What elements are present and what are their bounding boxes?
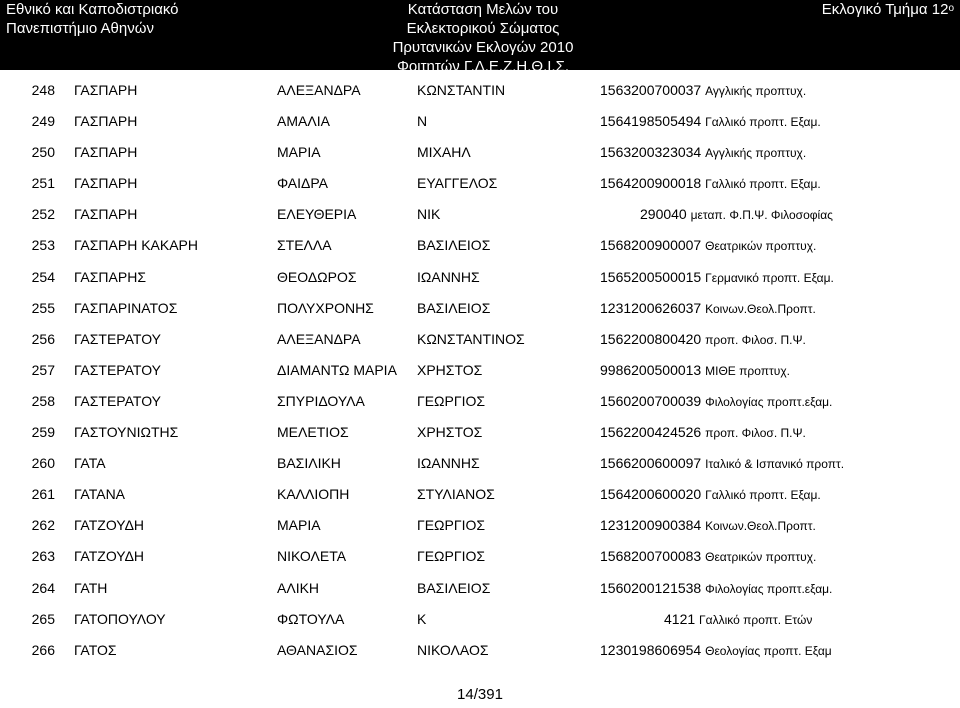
member-firstname: ΑΛΕΞΑΝΔΡΑ bbox=[277, 82, 361, 98]
member-department: Αγγλικής προπτυχ. bbox=[705, 146, 807, 161]
member-num: 250 bbox=[31, 144, 55, 161]
member-firstname: ΒΑΣΙΛΙΚΗ bbox=[277, 455, 341, 472]
member-record bbox=[600, 360, 790, 381]
member-record bbox=[600, 142, 806, 163]
member-registration-number: 1562200424526 bbox=[600, 424, 702, 441]
member-father: ΜΙΧΑΗΛ bbox=[417, 144, 471, 161]
member-department: Γαλλικό προπτ. Εξαμ. bbox=[705, 488, 821, 503]
member-surname: ΓΑΤΟΠΟΥΛΟΥ bbox=[74, 610, 166, 627]
member-record bbox=[600, 298, 816, 319]
member-record bbox=[640, 204, 833, 225]
member-firstname: ΕΛΕΥΘΕΡΙΑ bbox=[277, 206, 357, 223]
member-surname: ΓΑΣΠΑΡΗ bbox=[74, 175, 138, 192]
list-item bbox=[0, 578, 960, 609]
member-registration-number: 1564200600020 bbox=[600, 486, 702, 503]
member-firstname: ΜΕΛΕΤΙΟΣ bbox=[277, 424, 349, 441]
member-num: 248 bbox=[31, 82, 55, 98]
member-firstname: ΑΜΑΛΙΑ bbox=[277, 113, 330, 130]
member-num: 261 bbox=[31, 486, 55, 503]
member-father: ΙΩΑΝΝΗΣ bbox=[417, 268, 480, 285]
member-num: 257 bbox=[31, 361, 55, 378]
member-firstname: ΚΑΛΛΙΟΠΗ bbox=[277, 486, 350, 503]
member-num: 253 bbox=[31, 237, 55, 254]
member-father: ΝΙΚΟΛΑΟΣ bbox=[417, 641, 489, 658]
member-firstname: ΣΠΥΡΙΔΟΥΛΑ bbox=[277, 392, 365, 409]
member-father: ΒΑΣΙΛΕΙΟΣ bbox=[417, 237, 491, 254]
member-registration-number: 1568200900007 bbox=[600, 237, 702, 254]
member-registration-number: 1230198606954 bbox=[600, 641, 702, 658]
member-registration-number: 1564200900018 bbox=[600, 175, 702, 192]
member-surname: ΓΑΣΤΕΡΑΤΟΥ bbox=[74, 330, 161, 347]
list-item bbox=[0, 111, 960, 142]
member-surname: ΓΑΤΑΝΑ bbox=[74, 486, 126, 503]
list-item bbox=[0, 329, 960, 360]
list-item bbox=[0, 515, 960, 546]
member-num: 252 bbox=[31, 206, 55, 223]
member-record bbox=[600, 329, 806, 350]
list-item bbox=[0, 609, 960, 640]
page-header bbox=[0, 0, 960, 75]
member-registration-number: 1564198505494 bbox=[600, 113, 702, 130]
member-department: Γερμανικό προπτ. Εξαμ. bbox=[705, 270, 834, 285]
member-firstname: ΑΛΕΞΑΝΔΡΑ bbox=[277, 330, 361, 347]
member-registration-number: 1231200900384 bbox=[600, 517, 702, 534]
list-item bbox=[0, 298, 960, 329]
list-item bbox=[0, 640, 960, 671]
member-record bbox=[600, 391, 832, 412]
member-record bbox=[600, 515, 816, 536]
member-num: 258 bbox=[31, 392, 55, 409]
member-department: Ιταλικό & Ισπανικό προπτ. bbox=[705, 457, 845, 472]
member-firstname: ΘΕΟΔΩΡΟΣ bbox=[277, 268, 357, 285]
member-num: 256 bbox=[31, 330, 55, 347]
member-father: ΓΕΩΡΓΙΟΣ bbox=[417, 392, 485, 409]
list-item bbox=[0, 80, 960, 111]
member-num: 263 bbox=[31, 548, 55, 565]
member-num: 255 bbox=[31, 299, 55, 316]
list-item bbox=[0, 142, 960, 173]
member-record bbox=[600, 111, 821, 132]
member-father: Ν bbox=[417, 113, 428, 130]
member-surname: ΓΑΣΠΑΡΗ bbox=[74, 144, 138, 161]
member-firstname: ΑΘΑΝΑΣΙΟΣ bbox=[277, 641, 358, 658]
university-name bbox=[6, 0, 179, 38]
title-line: Πρυτανικών Εκλογών 2010 bbox=[392, 39, 574, 56]
member-firstname: ΑΛΙΚΗ bbox=[277, 579, 320, 596]
member-record bbox=[600, 80, 806, 101]
title-line: Κατάσταση Μελών του bbox=[407, 1, 559, 18]
member-num: 260 bbox=[31, 455, 55, 472]
member-registration-number: 1560200121538 bbox=[600, 579, 702, 596]
member-firstname: ΜΑΡΙΑ bbox=[277, 144, 321, 161]
member-department: Γαλλικό προπτ. Εξαμ. bbox=[705, 115, 821, 130]
member-surname: ΓΑΣΠΑΡΗΣ bbox=[74, 268, 146, 285]
member-surname: ΓΑΤΖΟΥΔΗ bbox=[74, 548, 145, 565]
member-firstname: ΔΙΑΜΑΝΤΩ ΜΑΡΙΑ bbox=[277, 361, 397, 378]
member-father: ΣΤΥΛΙΑΝΟΣ bbox=[417, 486, 495, 503]
member-father: ΒΑΣΙΛΕΙΟΣ bbox=[417, 579, 491, 596]
member-surname: ΓΑΣΠΑΡΗ bbox=[74, 113, 138, 130]
member-registration-number: 1563200323034 bbox=[600, 144, 702, 161]
list-item bbox=[0, 391, 960, 422]
list-item bbox=[0, 422, 960, 453]
member-registration-number: 1562200800420 bbox=[600, 330, 702, 347]
member-surname: ΓΑΤΟΣ bbox=[74, 641, 117, 658]
member-registration-number: 1565200500015 bbox=[600, 268, 702, 285]
member-num: 254 bbox=[31, 268, 55, 285]
member-num: 249 bbox=[31, 113, 55, 130]
member-department: Αγγλικής προπτυχ. bbox=[705, 84, 807, 98]
member-department: ΜΙΘΕ προπτυχ. bbox=[705, 363, 790, 378]
member-surname: ΓΑΤΑ bbox=[74, 455, 106, 472]
member-father: ΒΑΣΙΛΕΙΟΣ bbox=[417, 299, 491, 316]
member-father: ΕΥΑΓΓΕΛΟΣ bbox=[417, 175, 498, 192]
list-item bbox=[0, 453, 960, 484]
electoral-section-label: Εκλογικό Τμήμα 12 bbox=[821, 1, 949, 18]
member-registration-number: 1568200700083 bbox=[600, 548, 702, 565]
member-firstname: ΦΩΤΟΥΛΑ bbox=[277, 610, 345, 627]
member-department: προπ. Φιλοσ. Π.Ψ. bbox=[705, 332, 806, 347]
member-father: ΚΩΝΣΤΑΝΤΙΝΟΣ bbox=[417, 330, 525, 347]
member-father: ΓΕΩΡΓΙΟΣ bbox=[417, 548, 485, 565]
list-item bbox=[0, 173, 960, 204]
university-line: Πανεπιστήμιο Αθηνών bbox=[6, 20, 154, 37]
member-father: ΓΕΩΡΓΙΟΣ bbox=[417, 517, 485, 534]
member-surname: ΓΑΣΠΑΡΙΝΑΤΟΣ bbox=[74, 299, 178, 316]
member-firstname: ΣΤΕΛΛΑ bbox=[277, 237, 332, 254]
member-record bbox=[600, 235, 816, 256]
member-registration-number: 1560200700039 bbox=[600, 392, 702, 409]
member-father: ΧΡΗΣΤΟΣ bbox=[417, 361, 483, 378]
list-item bbox=[0, 267, 960, 298]
member-record bbox=[600, 173, 821, 194]
title-line: Φοιτητών Γ,Δ,Ε,Ζ,Η,Θ,Ι,Σ, bbox=[396, 58, 570, 75]
member-surname: ΓΑΣΠΑΡΗ bbox=[74, 206, 138, 223]
member-record bbox=[600, 422, 806, 443]
electoral-section bbox=[822, 0, 954, 19]
member-department: Γαλλικό προπτ. Ετών bbox=[699, 612, 813, 627]
member-record bbox=[600, 578, 832, 599]
member-registration-number: 9986200500013 bbox=[600, 361, 702, 378]
member-record bbox=[600, 640, 832, 661]
member-father: ΧΡΗΣΤΟΣ bbox=[417, 424, 483, 441]
member-surname: ΓΑΣΠΑΡΗ bbox=[74, 82, 138, 98]
member-surname: ΓΑΣΤΟΥΝΙΩΤΗΣ bbox=[74, 424, 179, 441]
member-surname: ΓΑΤΗ bbox=[74, 579, 108, 596]
member-surname: ΓΑΤΖΟΥΔΗ bbox=[74, 517, 145, 534]
member-num: 266 bbox=[31, 641, 55, 658]
member-registration-number: 1231200626037 bbox=[600, 299, 702, 316]
member-department: Κοινων.Θεολ.Προπτ. bbox=[705, 301, 816, 316]
member-registration-number: 4121 bbox=[664, 610, 696, 627]
member-department: Γαλλικό προπτ. Εξαμ. bbox=[705, 177, 821, 192]
list-item bbox=[0, 546, 960, 577]
member-record bbox=[600, 267, 834, 288]
member-firstname: ΦΑΙΔΡΑ bbox=[277, 175, 328, 192]
member-department: Θεολογίας προπτ. Εξαμ bbox=[705, 643, 832, 658]
member-record bbox=[600, 484, 821, 505]
member-department: Θεατρικών προπτυχ. bbox=[705, 550, 817, 565]
member-surname: ΓΑΣΠΑΡΗ ΚΑΚΑΡΗ bbox=[74, 237, 199, 254]
member-department: Θεατρικών προπτυχ. bbox=[705, 239, 817, 254]
member-father: ΝΙΚ bbox=[417, 206, 441, 223]
ordinal-suffix: ο bbox=[948, 3, 954, 14]
list-item bbox=[0, 360, 960, 391]
member-num: 264 bbox=[31, 579, 55, 596]
member-father: ΚΩΝΣΤΑΝΤΙΝ bbox=[417, 82, 506, 98]
university-line: Εθνικό και Καποδιστριακό bbox=[6, 1, 179, 18]
member-father: ΙΩΑΝΝΗΣ bbox=[417, 455, 480, 472]
member-registration-number: 1566200600097 bbox=[600, 455, 702, 472]
document-title bbox=[383, 0, 583, 76]
member-num: 251 bbox=[31, 175, 55, 192]
list-item bbox=[0, 484, 960, 515]
members-list bbox=[0, 80, 960, 671]
member-registration-number: 1563200700037 bbox=[600, 82, 702, 98]
list-item bbox=[0, 235, 960, 266]
member-firstname: ΠΟΛΥΧΡΟΝΗΣ bbox=[277, 299, 374, 316]
member-department: μεταπ. Φ.Π.Ψ. Φιλοσοφίας bbox=[690, 208, 833, 223]
member-department: Κοινων.Θεολ.Προπτ. bbox=[705, 519, 816, 534]
member-num: 265 bbox=[31, 610, 55, 627]
member-num: 259 bbox=[31, 424, 55, 441]
member-record bbox=[600, 453, 844, 474]
member-department: προπ. Φιλοσ. Π.Ψ. bbox=[705, 426, 806, 441]
member-father: Κ bbox=[417, 610, 427, 627]
member-registration-number: 290040 bbox=[640, 206, 687, 223]
member-record bbox=[600, 546, 816, 567]
member-department: Φιλολογίας προπτ.εξαμ. bbox=[705, 581, 833, 596]
member-num: 262 bbox=[31, 517, 55, 534]
title-line: Εκλεκτορικού Σώματος bbox=[406, 20, 560, 37]
member-firstname: ΝΙΚΟΛΕΤΑ bbox=[277, 548, 347, 565]
member-record bbox=[664, 609, 812, 630]
member-firstname: ΜΑΡΙΑ bbox=[277, 517, 321, 534]
member-surname: ΓΑΣΤΕΡΑΤΟΥ bbox=[74, 392, 161, 409]
page-number: 14/391 bbox=[457, 686, 503, 703]
list-item bbox=[0, 204, 960, 235]
member-department: Φιλολογίας προπτ.εξαμ. bbox=[705, 394, 833, 409]
member-surname: ΓΑΣΤΕΡΑΤΟΥ bbox=[74, 361, 161, 378]
